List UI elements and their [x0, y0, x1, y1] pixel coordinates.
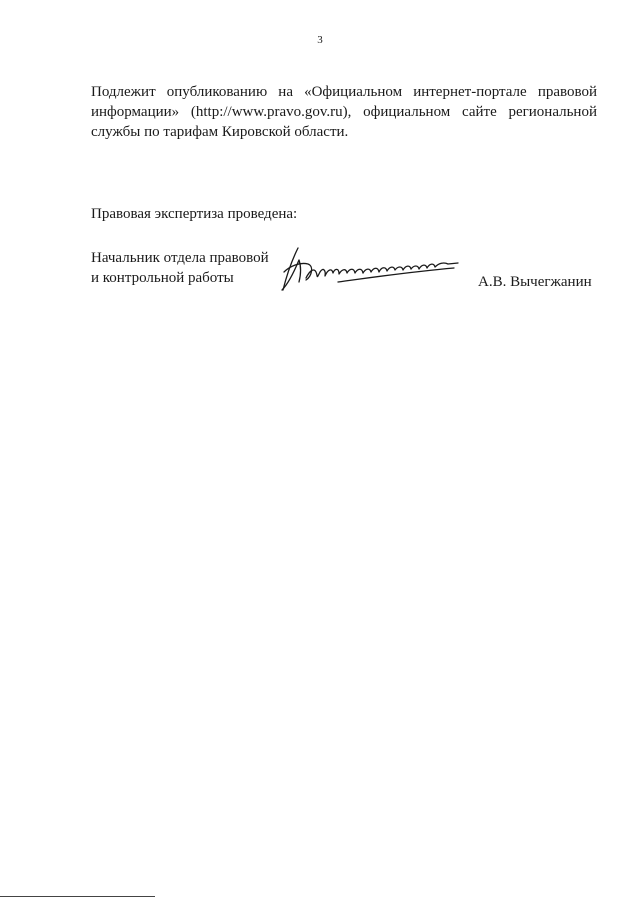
signatory-position — [91, 248, 269, 288]
handwritten-signature-icon — [278, 242, 463, 294]
page-number: 3 — [317, 34, 323, 46]
footer-divider — [0, 896, 155, 897]
signatory-position-line-1: Начальник отдела правовой — [91, 250, 269, 266]
publication-notice: Подлежит опубликованию на «Официальном интернет-портале правовой информации» (http://www.pravo.gov.ru), официальном сайте региональной службы по тарифам Кировской области. — [91, 84, 597, 140]
legal-review-label: Правовая экспертиза проведена: — [91, 206, 298, 222]
signatory-position-line-2: и контрольной работы — [91, 270, 234, 286]
signatory-name: А.В. Вычегжанин — [478, 274, 592, 290]
